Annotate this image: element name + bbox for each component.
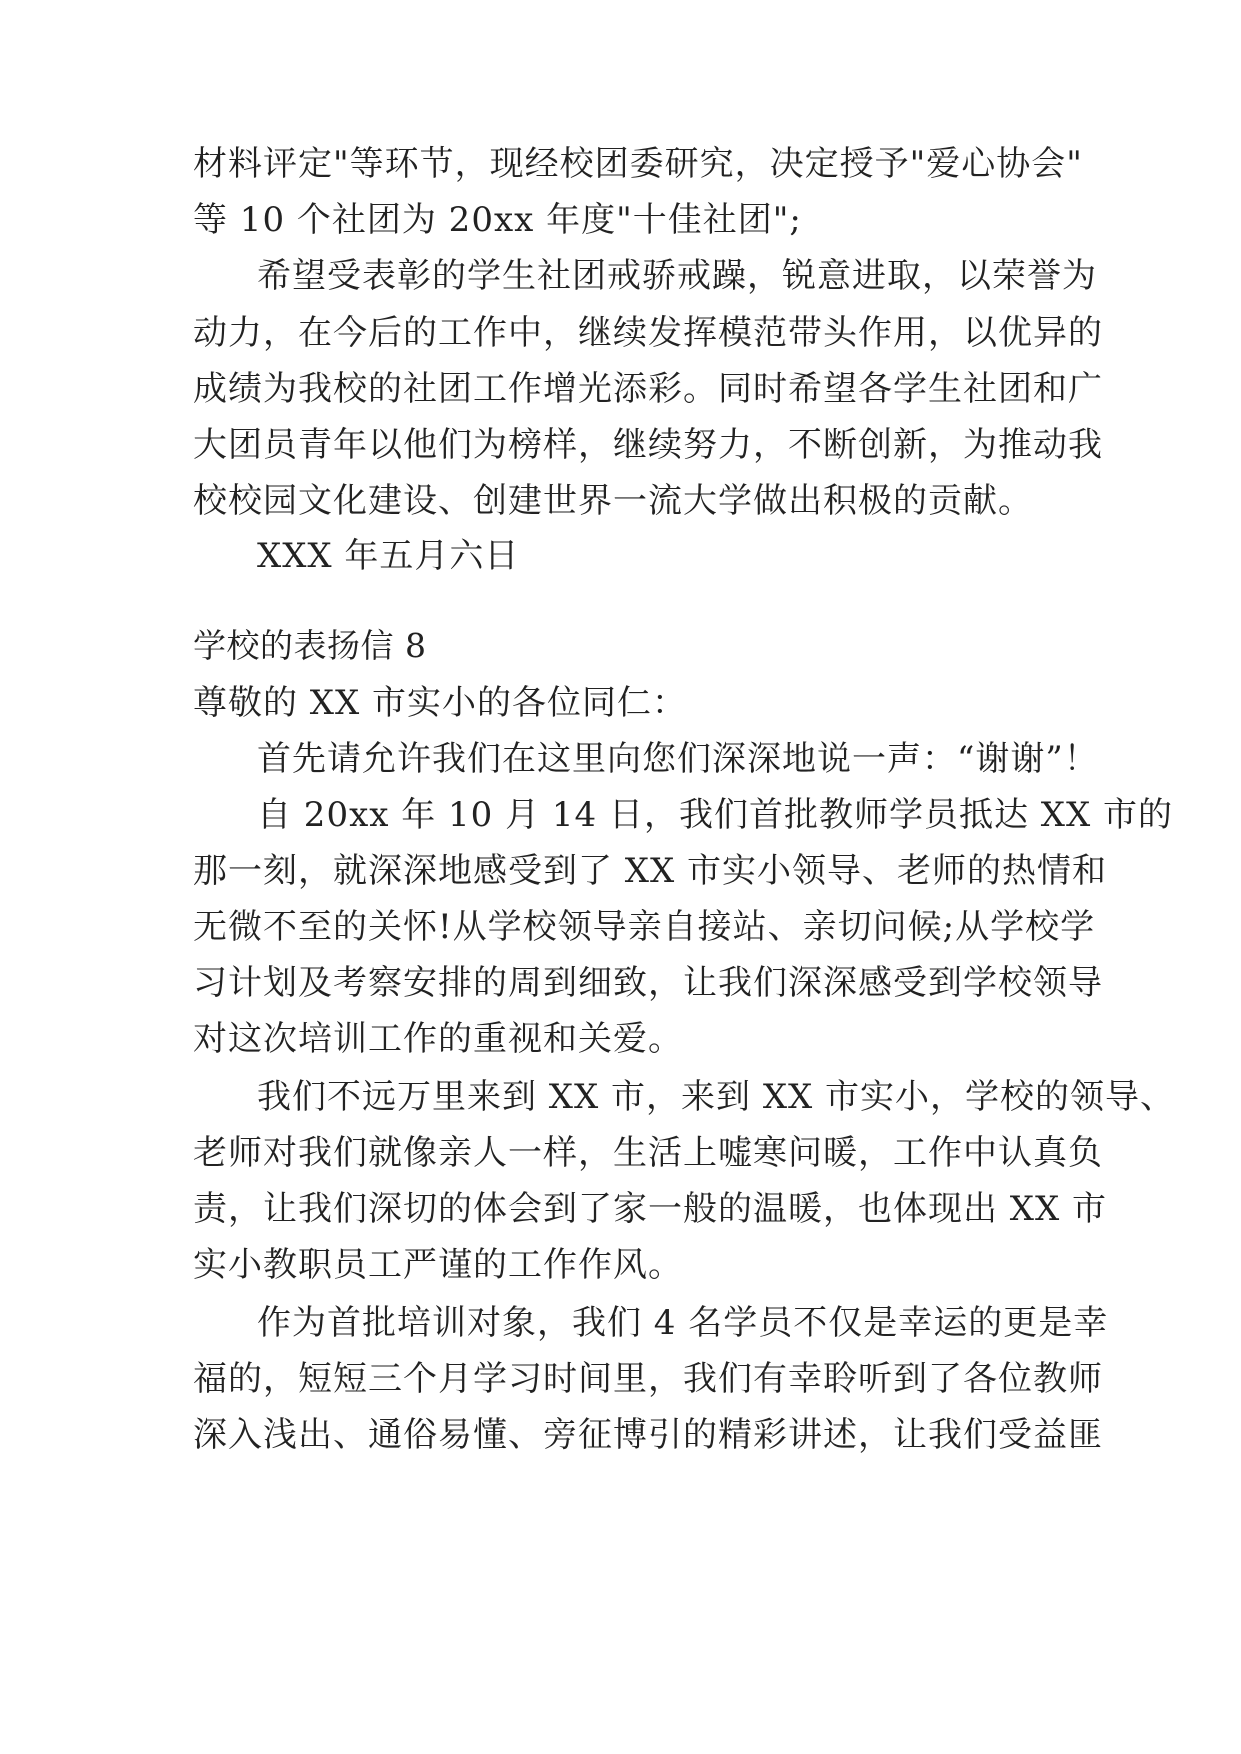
text-line: 习计划及考察安排的周到细致，让我们深深感受到学校领导 — [193, 963, 1103, 1003]
text-line: 成绩为我校的社团工作增光添彩。同时希望各学生社团和广 — [193, 369, 1103, 409]
paragraph-start-line: 作为首批培训对象，我们 4 名学员不仅是幸运的更是幸 — [257, 1303, 1109, 1343]
text-line: 无微不至的关怀!从学校领导亲自接站、亲切问候;从学校学 — [193, 907, 1096, 947]
salutation: 尊敬的 XX 市实小的各位同仁： — [193, 683, 688, 723]
text-line: 福的，短短三个月学习时间里，我们有幸聆听到了各位教师 — [193, 1359, 1103, 1399]
section-title: 学校的表扬信 8 — [193, 626, 427, 665]
text-line: 那一刻，就深深地感受到了 XX 市实小领导、老师的热情和 — [193, 851, 1108, 891]
date-line: XXX 年五月六日 — [257, 536, 520, 576]
text-line: 大团员青年以他们为榜样，继续努力，不断创新，为推动我 — [193, 425, 1103, 465]
text-line: 校校园文化建设、创建世界一流大学做出积极的贡献。 — [193, 481, 1033, 521]
paragraph-start-line: 首先请允许我们在这里向您们深深地说一声：“谢谢”！ — [257, 739, 1099, 779]
text-line: 等 10 个社团为 20xx 年度"十佳社团"; — [193, 200, 802, 240]
text-line: 老师对我们就像亲人一样，生活上嘘寒问暖，工作中认真负 — [193, 1133, 1103, 1173]
text-line: 材料评定"等环节，现经校团委研究，决定授予"爱心协会" — [193, 144, 1083, 184]
text-line: 责，让我们深切的体会到了家一般的温暖，也体现出 XX 市 — [193, 1189, 1108, 1229]
text-line: 动力，在今后的工作中，继续发挥模范带头作用，以优异的 — [193, 313, 1103, 353]
text-line: 实小教职员工严谨的工作作风。 — [193, 1245, 683, 1285]
paragraph-start-line: 我们不远万里来到 XX 市，来到 XX 市实小，学校的领导、 — [257, 1077, 1176, 1117]
text-line: 深入浅出、通俗易懂、旁征博引的精彩讲述，让我们受益匪 — [193, 1415, 1103, 1455]
paragraph-start-line: 自 20xx 年 10 月 14 日，我们首批教师学员抵达 XX 市的 — [257, 795, 1174, 835]
text-line: 对这次培训工作的重视和关爱。 — [193, 1019, 683, 1059]
paragraph-start-line: 希望受表彰的学生社团戒骄戒躁，锐意进取，以荣誉为 — [257, 256, 1097, 296]
